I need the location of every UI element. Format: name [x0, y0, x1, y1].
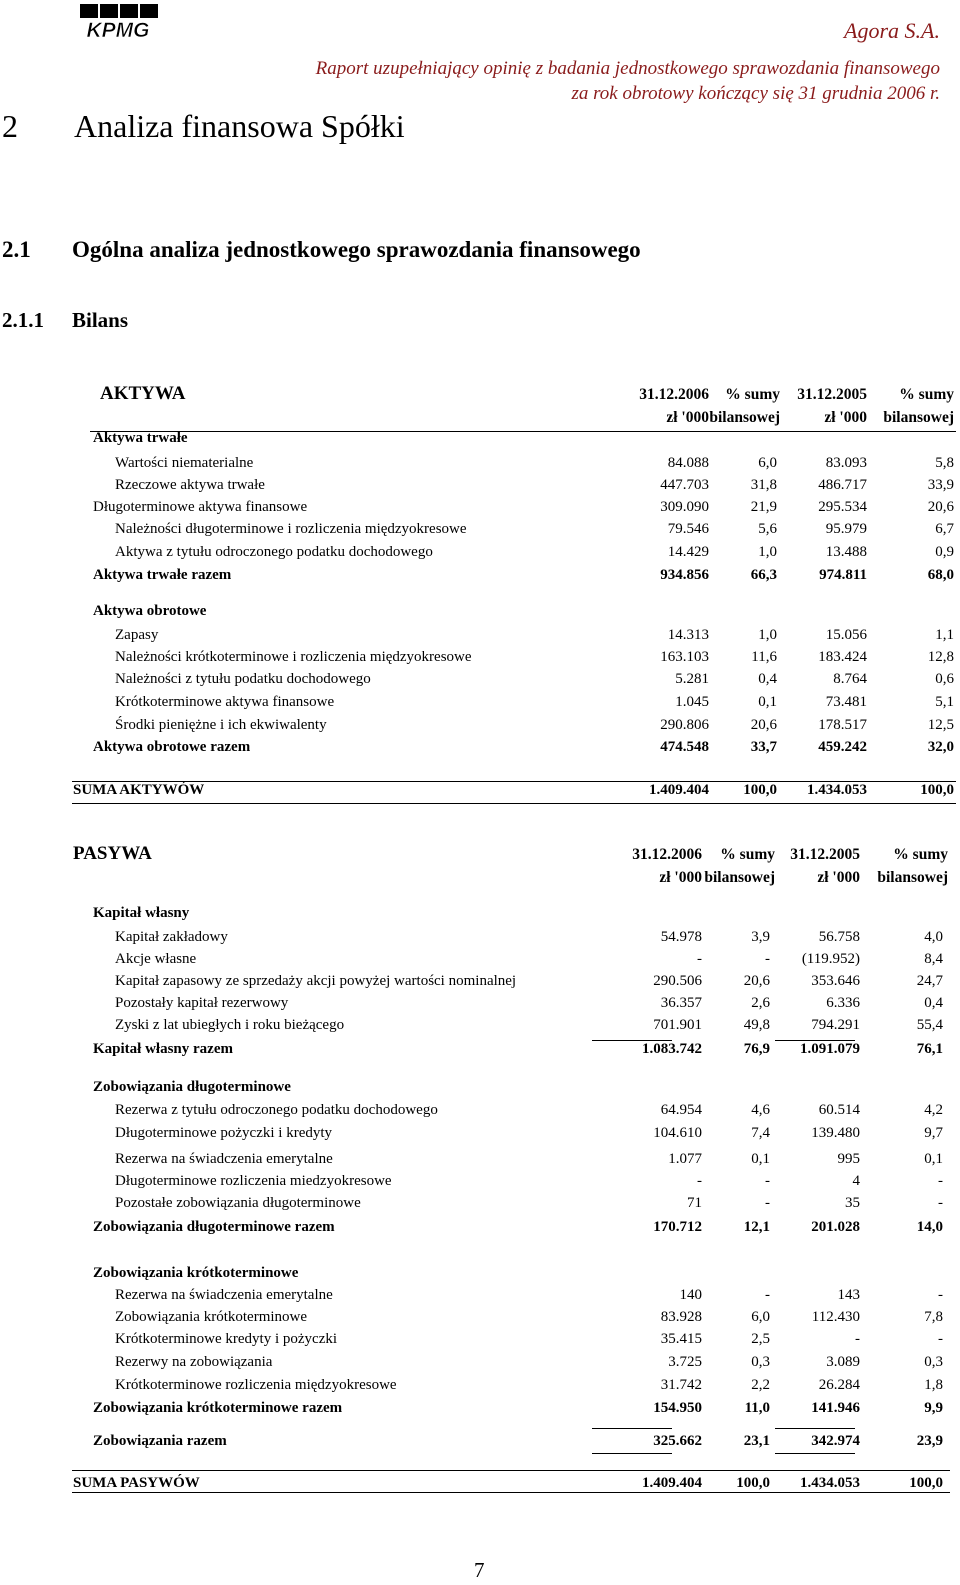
- assets-row-value-4: 5,1: [935, 694, 954, 710]
- liabilities-row-value-4: 14,0: [916, 1219, 943, 1235]
- assets-row-label: Zapasy: [115, 627, 159, 643]
- page-number: 7: [474, 1558, 485, 1582]
- liabilities-row-value-3: 56.758: [818, 929, 860, 945]
- assets-row-value-1: 14.429: [667, 544, 709, 560]
- assets-row-value-2: 66,3: [750, 567, 777, 583]
- kpmg-logo: [70, 4, 166, 40]
- assets-row-label: Należności krótkoterminowe i rozliczenia międzyokresowe: [115, 649, 472, 665]
- liabilities-row-label: Zobowiązania krótkoterminowe: [93, 1265, 299, 1281]
- liabilities-row: [0, 1433, 960, 1455]
- liabilities-col1-unit: zł '000: [659, 869, 702, 886]
- liabilities-row-value-1: 140: [679, 1287, 702, 1303]
- assets-row-value-1: 5.281: [675, 671, 709, 687]
- liabilities-row-value-3: 26.284: [818, 1377, 860, 1393]
- liabilities-row-value-4: 1,8: [924, 1377, 943, 1393]
- liabilities-row-value-2: 0,1: [751, 1151, 770, 1167]
- assets-row-label: Długoterminowe aktywa finansowe: [93, 499, 308, 515]
- liabilities-row-label: Rezerwy na zobowiązania: [115, 1354, 273, 1370]
- equity-subtotal-rule-1: [592, 1040, 672, 1041]
- assets-row-value-1: 79.546: [667, 521, 709, 537]
- liabilities-row-value-2: -: [765, 1195, 770, 1211]
- assets-row-value-3: 974.811: [819, 567, 867, 583]
- assets-row-value-4: 68,0: [927, 567, 954, 583]
- assets-row-value-1: 309.090: [660, 499, 709, 515]
- liabilities-row-value-4: 0,4: [924, 995, 943, 1011]
- liabilities-row-value-1: 154.950: [653, 1400, 702, 1416]
- liabilities-row-value-3: 6.336: [826, 995, 860, 1011]
- liabilities-row-value-2: 100,0: [736, 1475, 770, 1491]
- liabilities-row: [0, 1400, 960, 1422]
- liabilities-row: [0, 1173, 960, 1195]
- assets-row-value-1: 474.548: [660, 739, 709, 755]
- liabilities-row-value-4: 7,8: [924, 1309, 943, 1325]
- section-number: 2: [2, 108, 18, 144]
- liabilities-row: [0, 1331, 960, 1353]
- liabilities-row-value-3: (119.952): [801, 951, 860, 967]
- liabilities-row-value-1: 64.954: [660, 1102, 702, 1118]
- assets-row-value-2: 6,0: [758, 455, 777, 471]
- liabilities-row: [0, 929, 960, 951]
- liabilities-col3-header: 31.12.2005: [790, 846, 860, 863]
- assets-row-value-1: 1.409.404: [649, 782, 709, 798]
- assets-row-value-2: 11,6: [751, 649, 777, 665]
- liabilities-row-value-1: 325.662: [653, 1433, 702, 1449]
- liabilities-row-value-4: -: [938, 1173, 943, 1189]
- assets-row-value-3: 486.717: [818, 477, 867, 493]
- assets-row-value-2: 1,0: [758, 627, 777, 643]
- liabilities-row-value-2: 12,1: [743, 1219, 770, 1235]
- liabilities-row-value-1: 290.506: [653, 973, 702, 989]
- assets-total-rule-top: [72, 781, 956, 782]
- assets-row: [0, 717, 960, 739]
- liabilities-row-label: Zobowiązania krótkoterminowe razem: [93, 1400, 343, 1416]
- assets-row-value-2: 100,0: [743, 782, 777, 798]
- liabilities-row: [0, 1125, 960, 1147]
- liabilities-row-value-3: 201.028: [811, 1219, 860, 1235]
- assets-row-value-2: 31,8: [750, 477, 777, 493]
- liabilities-row-value-2: 2,5: [751, 1331, 770, 1347]
- assets-row-value-1: 290.806: [660, 717, 709, 733]
- assets-row-value-4: 32,0: [927, 739, 954, 755]
- liabilities-row-value-4: 8,4: [924, 951, 943, 967]
- total-liab-rule-1: [592, 1428, 672, 1429]
- assets-row-value-4: 1,1: [935, 627, 954, 643]
- liabilities-row: [0, 1102, 960, 1124]
- liabilities-row-value-2: -: [765, 951, 770, 967]
- assets-title: AKTYWA: [100, 383, 186, 404]
- liabilities-row-label: SUMA PASYWÓW: [73, 1475, 200, 1491]
- assets-row-value-3: 178.517: [818, 717, 867, 733]
- assets-row-label: Aktywa obrotowe razem: [93, 739, 251, 755]
- liabilities-row-value-4: 4,0: [924, 929, 943, 945]
- liabilities-row-label: Zobowiązania krótkoterminowe: [115, 1309, 308, 1325]
- liabilities-col3-unit: zł '000: [817, 869, 860, 886]
- liabilities-row-value-1: 31.742: [660, 1377, 702, 1393]
- liabilities-row-label: Akcje własne: [115, 951, 197, 967]
- liabilities-col4-unit: bilansowej: [877, 869, 948, 886]
- liabilities-row-value-4: 0,3: [924, 1354, 943, 1370]
- liabilities-row-value-1: 71: [687, 1195, 702, 1211]
- assets-row-label: Należności długoterminowe i rozliczenia międzyokresowe: [115, 521, 467, 537]
- assets-row-value-3: 73.481: [825, 694, 867, 710]
- subsection-number: 2.1: [2, 237, 31, 262]
- liabilities-row-value-3: 4: [852, 1173, 860, 1189]
- liabilities-row-value-4: 9,9: [924, 1400, 943, 1416]
- liabilities-row-value-3: 794.291: [811, 1017, 860, 1033]
- liabilities-row-label: Krótkoterminowe rozliczenia międzyokresowe: [115, 1377, 397, 1393]
- liabilities-row-value-2: 23,1: [743, 1433, 770, 1449]
- liabilities-row-value-1: 701.901: [653, 1017, 702, 1033]
- assets-row-value-2: 1,0: [758, 544, 777, 560]
- assets-row-value-4: 5,8: [935, 455, 954, 471]
- assets-row-value-4: 12,5: [927, 717, 954, 733]
- liabilities-row-label: Pozostały kapitał rezerwowy: [115, 995, 289, 1011]
- liabilities-row-label: Pozostałe zobowiązania długoterminowe: [115, 1195, 361, 1211]
- assets-row: [0, 544, 960, 566]
- assets-row-label: Aktywa trwałe razem: [93, 567, 232, 583]
- liabilities-row-value-4: -: [938, 1287, 943, 1303]
- assets-row-value-3: 295.534: [818, 499, 867, 515]
- liabilities-title: PASYWA: [73, 843, 152, 864]
- liabilities-row-label: Rezerwa z tytułu odroczonego podatku dochodowego: [115, 1102, 438, 1118]
- assets-row-value-2: 5,6: [758, 521, 777, 537]
- assets-row-value-3: 1.434.053: [807, 782, 867, 798]
- liabilities-row: [0, 905, 960, 927]
- assets-row-value-4: 12,8: [927, 649, 954, 665]
- liabilities-row-value-2: 20,6: [743, 973, 770, 989]
- liabilities-row: [0, 1151, 960, 1173]
- liabilities-row-value-2: -: [765, 1287, 770, 1303]
- subsubsection-title: Bilans: [72, 308, 129, 332]
- liabilities-row-label: Krótkoterminowe kredyty i pożyczki: [115, 1331, 338, 1347]
- assets-row: [0, 739, 960, 761]
- liabilities-row-value-4: 24,7: [916, 973, 943, 989]
- assets-row-value-3: 183.424: [818, 649, 867, 665]
- liabilities-row: [0, 951, 960, 973]
- liabilities-col2-header: % sumy: [720, 846, 775, 863]
- liabilities-row-value-3: 60.514: [818, 1102, 860, 1118]
- assets-row-label: Wartości niematerialne: [115, 455, 254, 471]
- subsubsection-heading: [2, 308, 128, 333]
- liabilities-row-value-3: 141.946: [811, 1400, 860, 1416]
- liabilities-row-value-3: 1.434.053: [800, 1475, 860, 1491]
- assets-row-value-2: 33,7: [750, 739, 777, 755]
- section-title: Analiza finansowa Spółki: [74, 108, 405, 144]
- liabilities-row-label: Zobowiązania długoterminowe razem: [93, 1219, 335, 1235]
- liabilities-row-value-1: 1.083.742: [642, 1041, 702, 1057]
- liabilities-row-value-3: 342.974: [811, 1433, 860, 1449]
- assets-row: [0, 499, 960, 521]
- assets-row-value-4: 100,0: [920, 782, 954, 798]
- liabilities-row-label: Zobowiązania długoterminowe: [93, 1079, 291, 1095]
- liabilities-row-value-4: -: [938, 1195, 943, 1211]
- assets-row-value-4: 20,6: [927, 499, 954, 515]
- liabilities-row-value-3: 143: [837, 1287, 860, 1303]
- liabilities-row-value-4: 9,7: [924, 1125, 943, 1141]
- total-liab-rule-2: [775, 1428, 855, 1429]
- liabilities-row-value-1: -: [697, 951, 702, 967]
- liabilities-row-label: Rezerwa na świadczenia emerytalne: [115, 1287, 333, 1303]
- assets-row: [0, 627, 960, 649]
- liabilities-row-value-3: 995: [837, 1151, 860, 1167]
- assets-row-value-1: 934.856: [660, 567, 709, 583]
- assets-row-label: Rzeczowe aktywa trwałe: [115, 477, 265, 493]
- liabilities-row: [0, 1377, 960, 1399]
- assets-col1-header: 31.12.2006: [639, 386, 709, 403]
- liabilities-row-value-2: 49,8: [743, 1017, 770, 1033]
- liabilities-row-value-1: 3.725: [668, 1354, 702, 1370]
- subsection-title: Ogólna analiza jednostkowego sprawozdania finansowego: [72, 237, 641, 262]
- assets-row: [0, 455, 960, 477]
- logo-wordmark: KPMG: [86, 19, 150, 40]
- liabilities-row: [0, 973, 960, 995]
- liabilities-row-label: Zobowiązania razem: [93, 1433, 227, 1449]
- liabilities-col1-header: 31.12.2006: [632, 846, 702, 863]
- liabilities-row-value-1: 83.928: [660, 1309, 702, 1325]
- liabilities-total-rule-top: [72, 1470, 950, 1471]
- assets-row-label: SUMA AKTYWÓW: [73, 782, 205, 798]
- assets-row: [0, 567, 960, 589]
- liabilities-row-value-1: 54.978: [660, 929, 702, 945]
- liabilities-row-value-4: 55,4: [916, 1017, 943, 1033]
- liabilities-row-value-3: 35: [845, 1195, 860, 1211]
- assets-row-value-2: 0,1: [758, 694, 777, 710]
- liabilities-row-label: Zyski z lat ubiegłych i roku bieżącego: [115, 1017, 345, 1033]
- assets-col4-unit: bilansowej: [883, 409, 954, 426]
- assets-row: [0, 782, 960, 804]
- assets-row-value-1: 14.313: [667, 627, 709, 643]
- liabilities-row: [0, 1354, 960, 1376]
- liabilities-row-value-4: 23,9: [916, 1433, 943, 1449]
- liabilities-row-value-2: 7,4: [751, 1125, 770, 1141]
- liabilities-row-label: Długoterminowe rozliczenia miedzyokresowe: [115, 1173, 392, 1189]
- liabilities-col4-header: % sumy: [893, 846, 948, 863]
- liabilities-row-value-2: 0,3: [751, 1354, 770, 1370]
- liabilities-row-label: Kapitał własny razem: [93, 1041, 233, 1057]
- liabilities-total-rule-bottom: [72, 1492, 950, 1493]
- assets-row-value-2: 20,6: [750, 717, 777, 733]
- subsection-heading: [2, 237, 641, 263]
- liabilities-row-value-3: 139.480: [811, 1125, 860, 1141]
- assets-row: [0, 649, 960, 671]
- assets-row-value-1: 84.088: [667, 455, 709, 471]
- liabilities-row: [0, 1219, 960, 1241]
- assets-total-rule-bottom: [72, 803, 956, 804]
- assets-col3-header: 31.12.2005: [797, 386, 867, 403]
- assets-row-value-3: 95.979: [825, 521, 867, 537]
- liabilities-row-value-1: 1.077: [668, 1151, 702, 1167]
- liabilities-row-value-3: 1.091.079: [800, 1041, 860, 1057]
- liabilities-row-value-2: -: [765, 1173, 770, 1189]
- liabilities-row: [0, 1309, 960, 1331]
- assets-row: [0, 603, 960, 625]
- total-liab-rule-4: [775, 1453, 855, 1454]
- liabilities-row-value-1: -: [697, 1173, 702, 1189]
- assets-row: [0, 671, 960, 693]
- liabilities-row: [0, 1287, 960, 1309]
- assets-row-label: Krótkoterminowe aktywa finansowe: [115, 694, 335, 710]
- liabilities-row-value-3: -: [855, 1331, 860, 1347]
- assets-row-value-3: 13.488: [825, 544, 867, 560]
- liabilities-row: [0, 995, 960, 1017]
- assets-row-label: Należności z tytułu podatku dochodowego: [115, 671, 371, 687]
- report-title-line1: Raport uzupełniający opinię z badania jednostkowego sprawozdania finansowego: [315, 58, 940, 79]
- assets-row-value-3: 15.056: [825, 627, 867, 643]
- assets-row: [0, 477, 960, 499]
- assets-row-label: Środki pieniężne i ich ekwiwalenty: [115, 717, 327, 733]
- company-name: Agora S.A.: [844, 18, 940, 43]
- liabilities-row-label: Kapitał zakładowy: [115, 929, 228, 945]
- liabilities-row-value-4: 0,1: [924, 1151, 943, 1167]
- liabilities-col2-unit: bilansowej: [704, 869, 775, 886]
- liabilities-row-value-2: 76,9: [743, 1041, 770, 1057]
- assets-row: [0, 521, 960, 543]
- total-liab-rule-3: [592, 1453, 672, 1454]
- liabilities-row-label: Długoterminowe pożyczki i kredyty: [115, 1125, 333, 1141]
- assets-col3-unit: zł '000: [824, 409, 867, 426]
- liabilities-row-value-4: -: [938, 1331, 943, 1347]
- liabilities-row-value-1: 170.712: [653, 1219, 702, 1235]
- liabilities-row-value-4: 76,1: [916, 1041, 943, 1057]
- liabilities-row-value-2: 2,2: [751, 1377, 770, 1393]
- liabilities-row-value-2: 6,0: [751, 1309, 770, 1325]
- assets-row-value-3: 459.242: [818, 739, 867, 755]
- liabilities-row-value-2: 2,6: [751, 995, 770, 1011]
- assets-row-value-4: 33,9: [927, 477, 954, 493]
- assets-row-value-1: 163.103: [660, 649, 709, 665]
- assets-row-value-1: 1.045: [675, 694, 709, 710]
- liabilities-row-value-2: 4,6: [751, 1102, 770, 1118]
- assets-row-value-3: 83.093: [825, 455, 867, 471]
- liabilities-row-label: Kapitał zapasowy ze sprzedaży akcji powyżej wartości nominalnej: [115, 973, 517, 989]
- liabilities-row: [0, 1017, 960, 1039]
- assets-row-label: Aktywa trwałe: [93, 430, 188, 446]
- assets-row-value-3: 8.764: [833, 671, 867, 687]
- assets-col2-header: % sumy: [725, 386, 780, 403]
- liabilities-row-label: Kapitał własny: [93, 905, 190, 921]
- equity-subtotal-rule-2: [775, 1040, 855, 1041]
- liabilities-row: [0, 1195, 960, 1217]
- assets-row-value-4: 6,7: [935, 521, 954, 537]
- assets-col4-header: % sumy: [899, 386, 954, 403]
- liabilities-row-value-3: 112.430: [811, 1309, 860, 1325]
- liabilities-row-value-1: 36.357: [660, 995, 702, 1011]
- subsubsection-number: 2.1.1: [2, 308, 44, 332]
- liabilities-row-value-4: 4,2: [924, 1102, 943, 1118]
- liabilities-row-value-4: 100,0: [909, 1475, 943, 1491]
- assets-row-value-2: 21,9: [750, 499, 777, 515]
- liabilities-row: [0, 1265, 960, 1287]
- liabilities-row-value-1: 1.409.404: [642, 1475, 702, 1491]
- assets-row: [0, 694, 960, 716]
- assets-row: [0, 430, 960, 452]
- report-title-line2: za rok obrotowy kończący się 31 grudnia 2006 r.: [571, 83, 940, 104]
- assets-row-value-4: 0,9: [935, 544, 954, 560]
- liabilities-row-value-2: 3,9: [751, 929, 770, 945]
- assets-col2-unit: bilansowej: [709, 409, 780, 426]
- assets-row-label: Aktywa obrotowe: [93, 603, 207, 619]
- liabilities-row: [0, 1475, 960, 1497]
- assets-row-value-2: 0,4: [758, 671, 777, 687]
- section-heading: [2, 108, 405, 145]
- assets-col1-unit: zł '000: [666, 409, 709, 426]
- liabilities-row-value-3: 3.089: [826, 1354, 860, 1370]
- liabilities-row-value-1: 104.610: [653, 1125, 702, 1141]
- liabilities-row-value-1: 35.415: [660, 1331, 702, 1347]
- assets-row-value-4: 0,6: [935, 671, 954, 687]
- liabilities-row-label: Rezerwa na świadczenia emerytalne: [115, 1151, 333, 1167]
- liabilities-row-value-3: 353.646: [811, 973, 860, 989]
- assets-row-value-1: 447.703: [660, 477, 709, 493]
- liabilities-row: [0, 1041, 960, 1063]
- liabilities-row-value-2: 11,0: [744, 1400, 770, 1416]
- assets-row-label: Aktywa z tytułu odroczonego podatku dochodowego: [115, 544, 433, 560]
- liabilities-row: [0, 1079, 960, 1101]
